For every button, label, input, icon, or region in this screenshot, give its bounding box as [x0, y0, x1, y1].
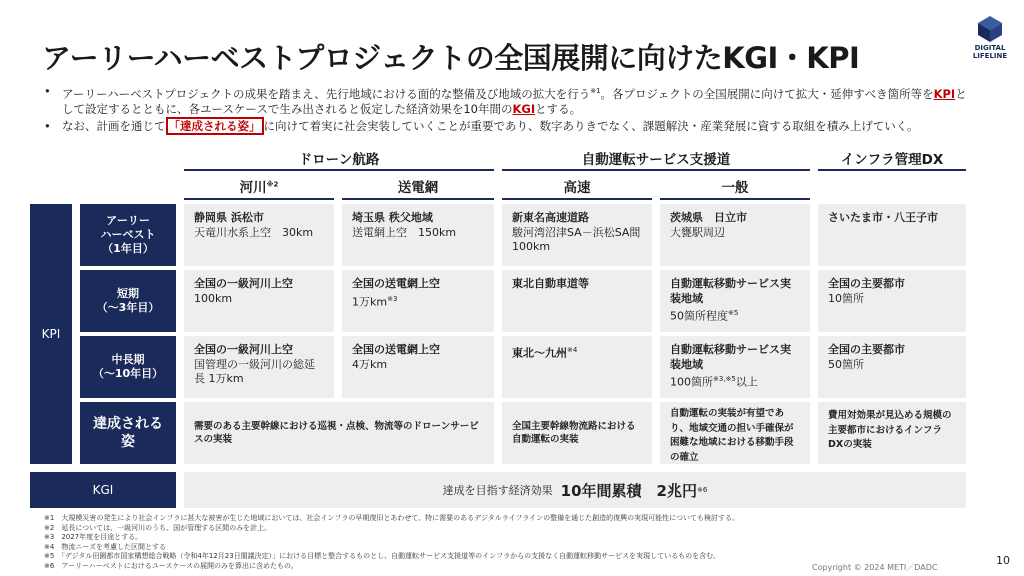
bullet-1-text-c: として設定するとともに、各ユースケースで生み出されると仮定した経済効果を10年間の: [62, 86, 967, 116]
bullet-2-text-a: なお、計画を通じて: [62, 118, 166, 133]
row-2-line-1: 短期: [117, 287, 139, 300]
intro-bullets: [44, 84, 974, 136]
cell-r1-general-title: 茨城県 日立市: [670, 211, 747, 224]
cell-r4-general-text: 自動運転の実装が有望であり、地域交通の担い手確保が困難な地域における移動手段の確立: [670, 408, 794, 463]
digital-lifeline-logo: [960, 14, 1020, 74]
header-drone-line: [184, 169, 494, 171]
cell-r4-infra-text: 費用対効果が見込める規模の主要都市におけるインフラDXの実装: [828, 410, 952, 450]
cell-r3-general-text: 100箇所: [670, 375, 713, 389]
row-head-achieved-state: [80, 402, 176, 464]
footnote-2: ※2 延長については、一級河川のうち、国が管理する区間のみを計上。: [44, 523, 272, 532]
cell-r2-general-text: 50箇所程度: [670, 309, 728, 323]
header-infra-line: [818, 169, 966, 171]
subheader-power-line: [342, 198, 494, 200]
cell-r2-general-title: 自動運転移動サービス実装地域: [670, 277, 791, 305]
cell-r3-general-tail: 以上: [735, 375, 758, 389]
footnote-6: ※6 アーリーハーベストにおけるユースケースの展開のみを算出に含めたもの。: [44, 561, 298, 570]
cell-r2-infra: [818, 270, 966, 332]
subheader-highway: 高速: [563, 180, 591, 196]
row-1-line-2: ハーベスト: [100, 228, 156, 241]
cell-r2-river-text: 100km: [194, 291, 233, 305]
row-1-line-1: アーリー: [106, 214, 150, 227]
kgi-label: KGI: [30, 472, 176, 508]
cell-r3-infra: [818, 336, 966, 398]
cell-r2-power-sup: ※3: [387, 294, 398, 303]
row-head-mid-long-term: [80, 336, 176, 398]
achieved-state-highlight: 「達成される姿」: [166, 117, 264, 135]
cell-r1-highway-text: 駿河湾沼津SA－浜松SA間100km: [512, 225, 641, 253]
subheader-general: 一般: [721, 180, 749, 196]
kgi-highlight: KGI: [512, 101, 536, 116]
cell-r2-power: [342, 270, 494, 332]
subheader-river: [184, 176, 334, 196]
cell-r1-infra-title: さいたま市・八王子市: [828, 211, 938, 224]
cell-r2-highway: [502, 270, 652, 332]
cell-r2-power-text: 1万km: [352, 295, 388, 309]
cell-r3-infra-title: 全国の主要都市: [828, 343, 905, 356]
kgi-text: 達成を目指す経済効果: [442, 484, 553, 497]
kpi-sidebar: KPI: [30, 204, 72, 464]
bullet-1-text-a: アーリーハーベストプロジェクトの成果を踏まえ、先行地域における面的な整備及び地域の拡大を行う: [62, 86, 591, 101]
cell-r2-general-sup: ※5: [728, 309, 739, 317]
cell-r2-infra-title: 全国の主要都市: [828, 277, 905, 290]
cell-r3-general-title: 自動運転移動サービス実装地域: [670, 343, 791, 371]
row-head-short-term: [80, 270, 176, 332]
cell-r3-highway-sup: ※4: [567, 346, 578, 354]
row-4-line-2: 姿: [121, 434, 135, 450]
cell-r2-highway-title: 東北自動車道等: [512, 277, 589, 290]
cell-r3-power-title: 全国の送電網上空: [352, 343, 440, 356]
footnote-5: ※5 「デジタル田園都市国家構想総合戦略（令和4年12月23日閣議決定）」における目標と整合するものとし、自動運転サービス支援道等のインフラからの支援なく自動運転移動サービスを実現しているものを含む。: [44, 552, 721, 561]
cell-r4-highway: [502, 402, 652, 464]
logo-text-1: DIGITAL: [974, 44, 1006, 52]
cell-r1-general: [660, 204, 810, 266]
subheader-power: 送電網: [397, 180, 439, 196]
cell-r1-highway: [502, 204, 652, 266]
header-auto-line: [502, 169, 810, 171]
cell-r2-power-title: 全国の送電網上空: [352, 277, 440, 290]
cell-r1-power-title: 埼玉県 秩父地域: [352, 211, 433, 224]
bullet-1-sup: ※1: [590, 87, 601, 95]
header-drone: ドローン航路: [298, 152, 380, 168]
kgi-sup: ※6: [696, 486, 708, 494]
header-infra: インフラ管理DX: [840, 152, 944, 168]
header-auto: 自動運転サービス支援道: [581, 152, 731, 168]
cell-r2-river: [184, 270, 334, 332]
kpi-highlight: KPI: [933, 86, 956, 101]
kgi-value: 10年間累積 2兆円: [560, 481, 697, 500]
row-1-line-3: （1年目）: [102, 242, 154, 255]
row-3-line-2: （～10年目）: [92, 367, 164, 380]
row-head-early-harvest: [80, 204, 176, 266]
cell-r1-power: [342, 204, 494, 266]
cell-r2-general: [660, 270, 810, 332]
footnote-3: ※3 2027年度を目途とする。: [44, 533, 143, 542]
cell-r2-river-title: 全国の一級河川上空: [194, 277, 293, 290]
row-2-line-2: （～3年目）: [96, 301, 160, 314]
bullet-1-text-b: 。各プロジェクトの全国展開に向けて拡大・延伸すべき箇所等を: [600, 86, 934, 101]
bullet-1: • アーリーハーベストプロジェクトの成果を踏まえ、先行地域における面的な整備及び地域の拡大を行う$^{※1}$。各プロジェクトの全国展開に向けて拡大・延伸すべき箇所等をKPIとして設定するとともに、各ユースケースで生み出されると仮定した経済効果を10年間のKGIとする。: [44, 84, 967, 116]
bullet-2-text-b: に向けて着実に社会実装していくことが重要であり、数字ありきでなく、課題解決・産業発展に資する取組を積み上げていく。: [263, 118, 919, 133]
subheader-river-line: [184, 198, 334, 200]
logo-text-2: LIFELINE: [972, 52, 1008, 60]
subheader-river-sup: ※2: [266, 180, 279, 189]
cell-r3-highway: [502, 336, 652, 398]
cell-r3-highway-title: 東北～九州: [512, 346, 567, 360]
cell-r4-highway-text: 全国主要幹線物流路における自動運転の実装: [512, 421, 636, 445]
cell-r3-infra-text: 50箇所: [828, 357, 864, 371]
cell-r1-river: [184, 204, 334, 266]
row-3-line-1: 中長期: [111, 353, 145, 366]
subheader-highway-line: [502, 198, 652, 200]
cell-r4-general: [660, 402, 810, 464]
cell-r2-infra-text: 10箇所: [828, 291, 864, 305]
footnote-1: ※1 大規模災害の発生により社会インフラに甚大な被害が生じた地域においては、社会インフラの早期復旧とあわせて、特に需要のあるデジタルライフラインの整備を通じた創造的復興の実現可能性についても検討する。: [44, 514, 739, 522]
bullet-1-text-d: とする。: [535, 101, 582, 116]
cell-r3-general-sup: ※3,※5: [713, 375, 736, 383]
row-4-line-1: 達成される: [93, 416, 163, 432]
footnote-4: ※4 物流ニーズを考慮した区間とする: [44, 542, 166, 551]
page-title: アーリーハーベストプロジェクトの全国展開に向けたKGI・KPI: [42, 41, 860, 75]
cell-r1-river-text: 天竜川水系上空 30km: [194, 225, 314, 239]
cell-r3-river-title: 全国の一級河川上空: [194, 343, 293, 356]
subheader-river-label: 河川: [239, 180, 267, 196]
subheader-general-line: [660, 198, 810, 200]
bullet-2: • なお、計画を通じて 「達成される姿」 に向けて着実に社会実装していくことが重要であり、数字ありきでなく、課題解決・産業発展に資する取組を積み上げていく。: [44, 118, 919, 133]
cell-r3-power: [342, 336, 494, 398]
page-number: 10: [996, 554, 1010, 567]
footnotes: [44, 514, 739, 572]
cell-r3-general: [660, 336, 810, 398]
cell-r1-river-title: 静岡県 浜松市: [194, 211, 264, 224]
copyright: Copyright © 2024 METI／DADC: [812, 563, 938, 572]
kgi-cell: [184, 472, 966, 508]
logo-icon: [975, 14, 1005, 44]
cell-r4-infra: [818, 402, 966, 464]
cell-r4-drone: [184, 402, 494, 464]
cell-r4-drone-text: 需要のある主要幹線における巡視・点検、物流等のドローンサービスの実装: [194, 421, 479, 445]
cell-r3-power-text: 4万km: [352, 357, 388, 371]
cell-r3-river: [184, 336, 334, 398]
cell-r1-infra: [818, 204, 966, 266]
cell-r1-power-text: 送電網上空 150km: [352, 225, 457, 239]
cell-r3-river-text: 国管理の一級河川の総延長 1万km: [194, 357, 315, 385]
cell-r1-highway-title: 新東名高速道路: [512, 211, 589, 224]
cell-r1-general-text: 大甕駅周辺: [670, 225, 725, 239]
